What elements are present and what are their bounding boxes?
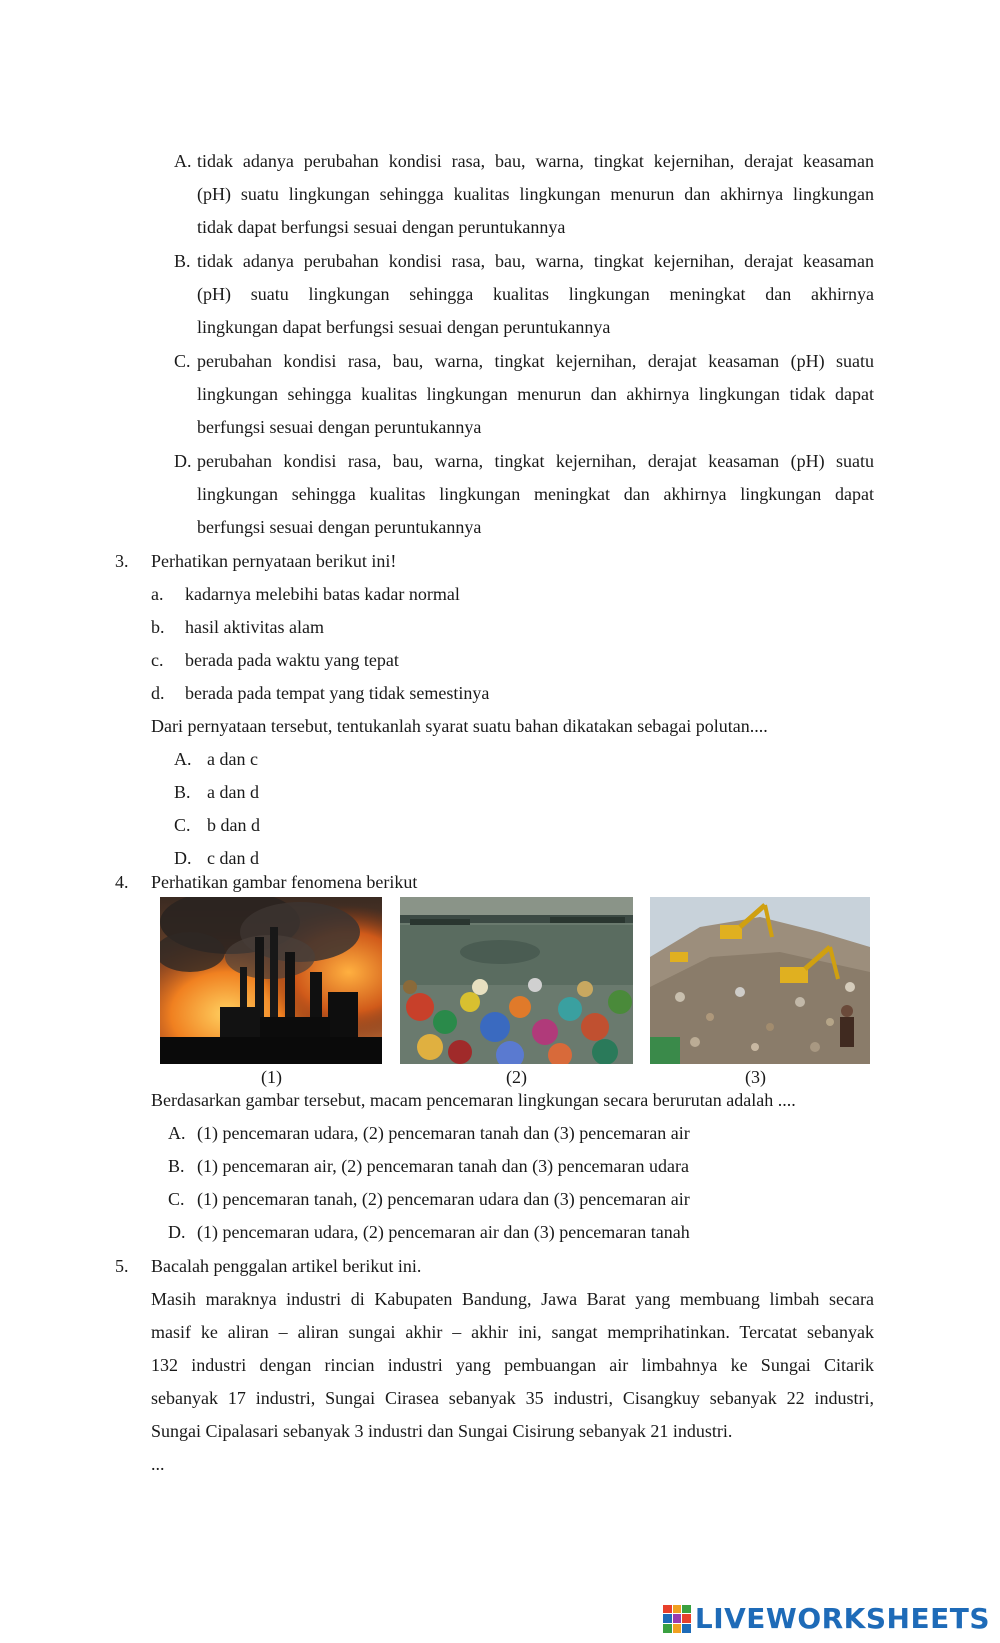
article-ellipsis: ... — [151, 1454, 165, 1474]
option-text: a dan c — [207, 749, 258, 769]
image-caption-2: (2) — [506, 1067, 527, 1087]
option-text-line: (pH) suatu lingkungan sehingga kualitas lingkungan menurun dan akhirnya lingkungan — [197, 184, 874, 204]
option-label: B. — [168, 1156, 185, 1176]
statement-text: berada pada waktu yang tepat — [185, 650, 399, 670]
option-text-line: (pH) suatu lingkungan sehingga kualitas lingkungan meningkat dan akhirnya — [197, 284, 874, 304]
option-text: (1) pencemaran tanah, (2) pencemaran udara dan (3) pencemaran air — [197, 1189, 690, 1209]
option-label: D. — [174, 848, 192, 868]
option-label: B. — [174, 251, 191, 271]
option-label: D. — [174, 451, 192, 471]
option-text-line: tidak adanya perubahan kondisi rasa, bau, warna, tingkat kejernihan, derajat keasaman — [197, 251, 874, 271]
option-label: C. — [174, 351, 191, 371]
option-label: C. — [168, 1189, 185, 1209]
brand-name: LIVEWORKSHEETS — [694, 1602, 990, 1635]
option-text: (1) pencemaran air, (2) pencemaran tanah dan (3) pencemaran udara — [197, 1156, 689, 1176]
statement-label: c. — [151, 650, 164, 670]
statement-text: hasil aktivitas alam — [185, 617, 324, 637]
option-text-line: perubahan kondisi rasa, bau, warna, tingkat kejernihan, derajat keasaman (pH) suatu — [197, 451, 874, 471]
question-stem: Perhatikan pernyataan berikut ini! — [151, 551, 397, 571]
option-label: A. — [168, 1123, 186, 1143]
option-text: (1) pencemaran udara, (2) pencemaran air dan (3) pencemaran tanah — [197, 1222, 690, 1242]
image-caption-1: (1) — [261, 1067, 282, 1087]
option-label: A. — [174, 151, 192, 171]
factory-smoke-illustration — [160, 897, 382, 1064]
factory-smoke-image — [160, 897, 382, 1064]
landfill-illustration — [650, 897, 870, 1064]
question-number: 3. — [115, 551, 129, 571]
article-line: sebanyak 17 industri, Sungai Cirasea sebanyak 35 industri, Cisangkuy sebanyak 22 industri, — [151, 1388, 874, 1408]
option-text: c dan d — [207, 848, 259, 868]
article-line: 132 industri dengan rincian industri yang pembuangan air limbahnya ke Sungai Citarik — [151, 1355, 874, 1375]
landfill-image — [650, 897, 870, 1064]
option-text-line: lingkungan sehingga kualitas lingkungan menurun dan akhirnya lingkungan tidak dapat — [197, 384, 874, 404]
question-number: 4. — [115, 872, 129, 892]
option-text: b dan d — [207, 815, 260, 835]
option-text-line: perubahan kondisi rasa, bau, warna, tingkat kejernihan, derajat keasaman (pH) suatu — [197, 351, 874, 371]
statement-label: b. — [151, 617, 165, 637]
question-prompt: Dari pernyataan tersebut, tentukanlah syarat suatu bahan dikatakan sebagai polutan.... — [151, 716, 768, 736]
liveworksheets-logo[interactable] — [663, 1602, 990, 1635]
option-text-line: lingkungan dapat berfungsi sesuai dengan peruntukannya — [197, 317, 611, 337]
question-prompt: Berdasarkan gambar tersebut, macam pencemaran lingkungan secara berurutan adalah .... — [151, 1090, 796, 1110]
option-text-line: lingkungan sehingga kualitas lingkungan meningkat dan akhirnya lingkungan dapat — [197, 484, 874, 504]
polluted-river-image — [400, 897, 633, 1064]
statement-label: d. — [151, 683, 165, 703]
polluted-river-illustration — [400, 897, 633, 1064]
image-caption-3: (3) — [745, 1067, 766, 1087]
statement-text: berada pada tempat yang tidak semestinya — [185, 683, 490, 703]
liveworksheets-logo-icon — [663, 1605, 691, 1633]
option-label: A. — [174, 749, 192, 769]
statement-text: kadarnya melebihi batas kadar normal — [185, 584, 460, 604]
option-text-line: tidak adanya perubahan kondisi rasa, bau, warna, tingkat kejernihan, derajat keasaman — [197, 151, 874, 171]
article-line: masif ke aliran – aliran sungai akhir – akhir ini, sangat memprihatinkan. Tercatat sebanyak — [151, 1322, 874, 1342]
article-line: Sungai Cipalasari sebanyak 3 industri dan Sungai Cisirung sebanyak 21 industri. — [151, 1421, 733, 1441]
article-line: Masih maraknya industri di Kabupaten Bandung, Jawa Barat yang membuang limbah secara — [151, 1289, 874, 1309]
option-label: B. — [174, 782, 191, 802]
question-stem: Bacalah penggalan artikel berikut ini. — [151, 1256, 422, 1276]
option-text: (1) pencemaran udara, (2) pencemaran tanah dan (3) pencemaran air — [197, 1123, 690, 1143]
option-label: C. — [174, 815, 191, 835]
option-text-line: tidak dapat berfungsi sesuai dengan peruntukannya — [197, 217, 566, 237]
question-stem: Perhatikan gambar fenomena berikut — [151, 872, 418, 892]
option-label: D. — [168, 1222, 186, 1242]
option-text-line: berfungsi sesuai dengan peruntukannya — [197, 417, 482, 437]
option-text-line: berfungsi sesuai dengan peruntukannya — [197, 517, 482, 537]
statement-label: a. — [151, 584, 164, 604]
question-number: 5. — [115, 1256, 129, 1276]
option-text: a dan d — [207, 782, 259, 802]
